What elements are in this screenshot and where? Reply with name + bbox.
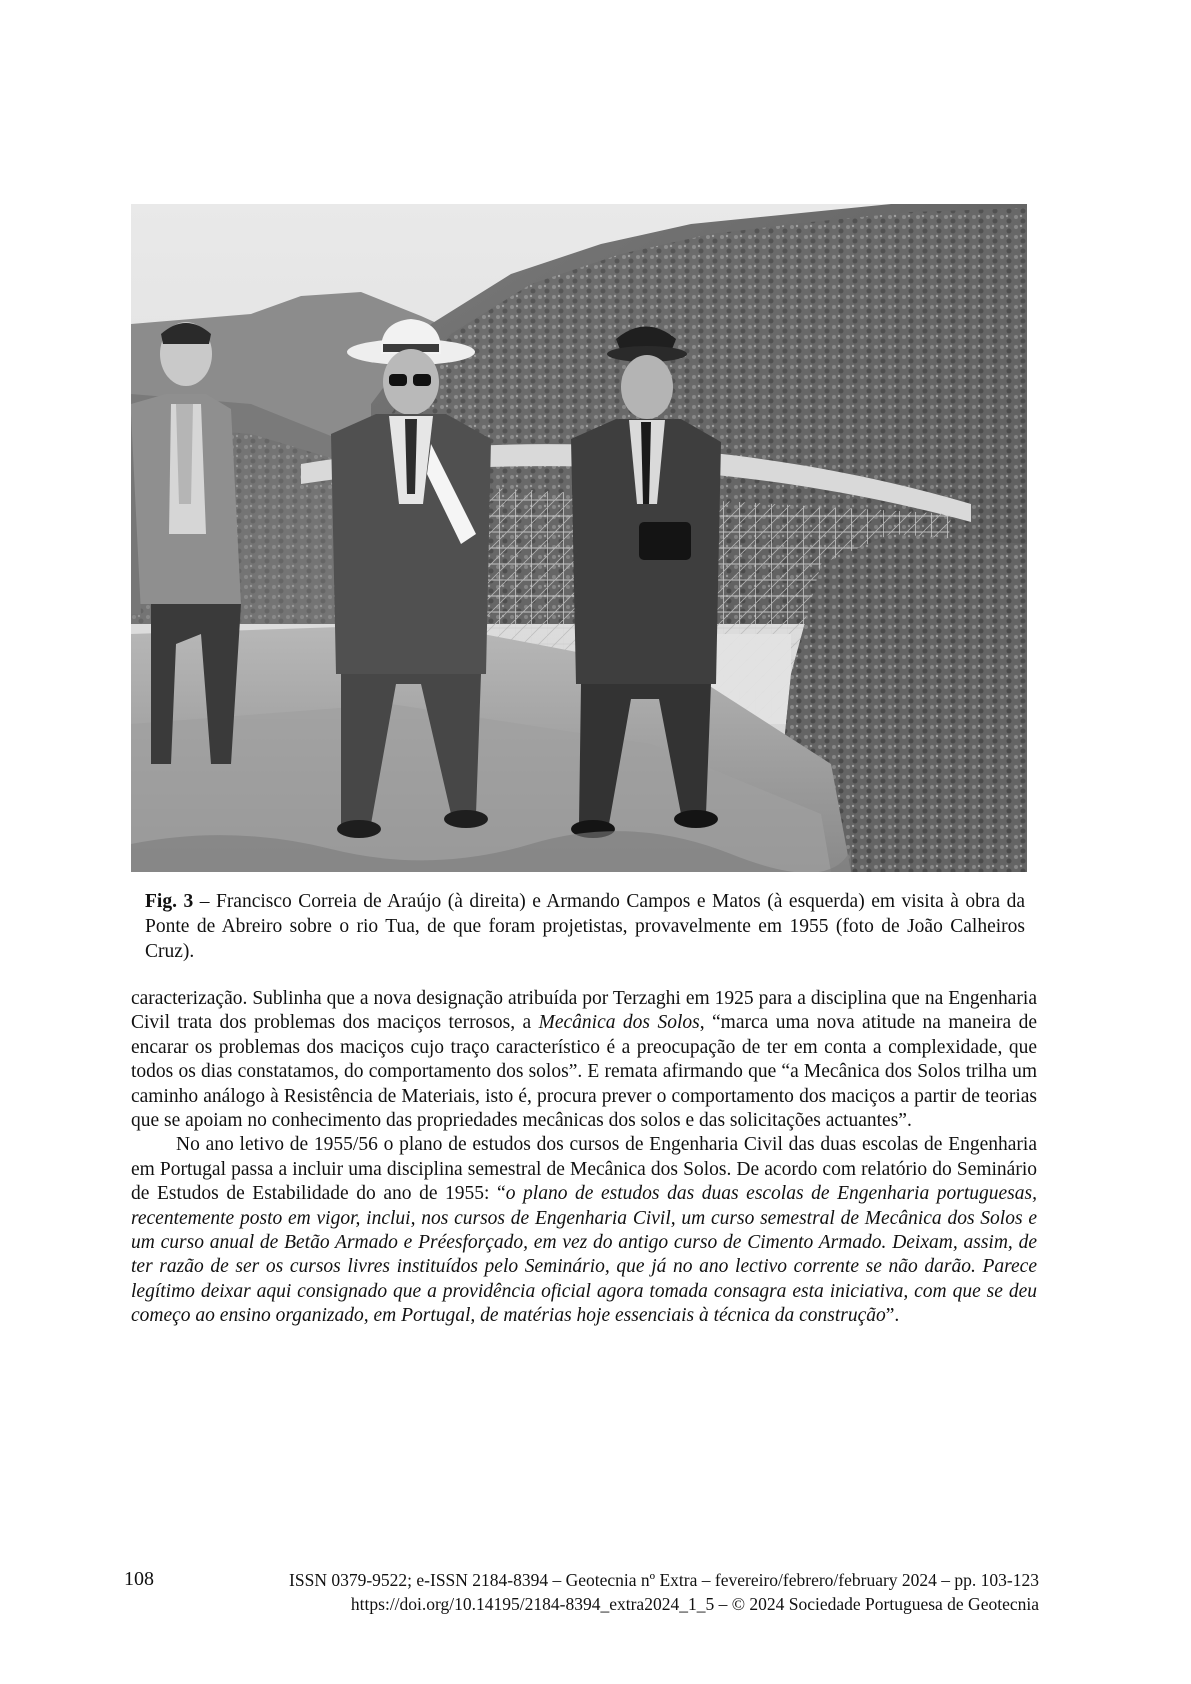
figure-label: Fig. 3 xyxy=(145,891,194,912)
paragraph-1-part-b: , “marca uma nova atitude na maneira de encarar os problemas dos maciços cujo traço característico é a preocupação de ter em conta a complexidade, que todos os dias constatamos, do comportamento dos solos”. E remata afirmando que “a Mecânica dos Solos trilha um caminho análogo à Resistência de Materiais, isto é, procura prever o comportamento dos maciços a partir de teorias que se apoiam no conhecimento das propriedades mecânicas dos solos e das solicitações actuantes”. xyxy=(131,1012,1037,1132)
paragraph-1-part-a: caracterização. Sublinha que a nova designação atribuída por Terzaghi em 1925 para a disciplina que na Engenharia Civil trata dos problemas dos maciços terrosos, a xyxy=(131,988,1037,1034)
photo-illustration xyxy=(131,204,1027,872)
page-number: 108 xyxy=(124,1568,154,1590)
figure-photo xyxy=(131,204,1027,872)
paragraph-1 xyxy=(131,987,1037,1133)
paragraph-2-part-a: No ano letivo de 1955/56 o plano de estudos dos cursos de Engenharia Civil das duas escolas de Engenharia em Portugal passa a incluir uma disciplina semestral de Mecânica dos Solos. De acordo com relatório do Seminário de Estudos de Estabilidade do ano de 1955: “ xyxy=(131,1134,1037,1205)
body-text xyxy=(131,987,1037,1329)
footer-doi: https://doi.org/10.14195/2184-8394_extra2024_1_5 – © 2024 Sociedade Portuguesa de Geotecnia xyxy=(350,1594,1039,1614)
figure-caption-text: – Francisco Correia de Araújo (à direita) e Armando Campos e Matos (à esquerda) em visita à obra da Ponte de Abreiro sobre o rio Tua, de que foram projetistas, provavelmente em 1955 (foto de João Calheiros Cruz). xyxy=(145,891,1025,962)
footer-issn: ISSN 0379-9522; e-ISSN 2184-8394 – Geotecnia nº Extra – fevereiro/febrero/february 2024 – pp. 103-123 xyxy=(289,1570,1039,1590)
paragraph-2-part-b: ”. xyxy=(885,1305,900,1327)
paragraph-1-italic: Mecânica dos Solos xyxy=(538,1012,700,1034)
paragraph-2-italic-quote: o plano de estudos das duas escolas de Engenharia portuguesas, recentemente posto em vigor, inclui, nos cursos de Engenharia Civil, um curso semestral de Mecânica dos Solos e um curso anual de Betão Armado e Préesforçado, em vez do antigo curso de Cimento Armado. Deixam, assim, de ter razão de ser os cursos livres instituídos pelo Seminário, que já no ano lectivo corrente se não darão. Parece legítimo deixar aqui consignado que a providência oficial agora tomada consagra esta iniciativa, com que se deu começo ao ensino organizado, em Portugal, de matérias hoje essenciais à técnica da construção xyxy=(131,1183,1037,1327)
paragraph-2 xyxy=(131,1133,1037,1328)
figure-caption xyxy=(145,889,1025,964)
